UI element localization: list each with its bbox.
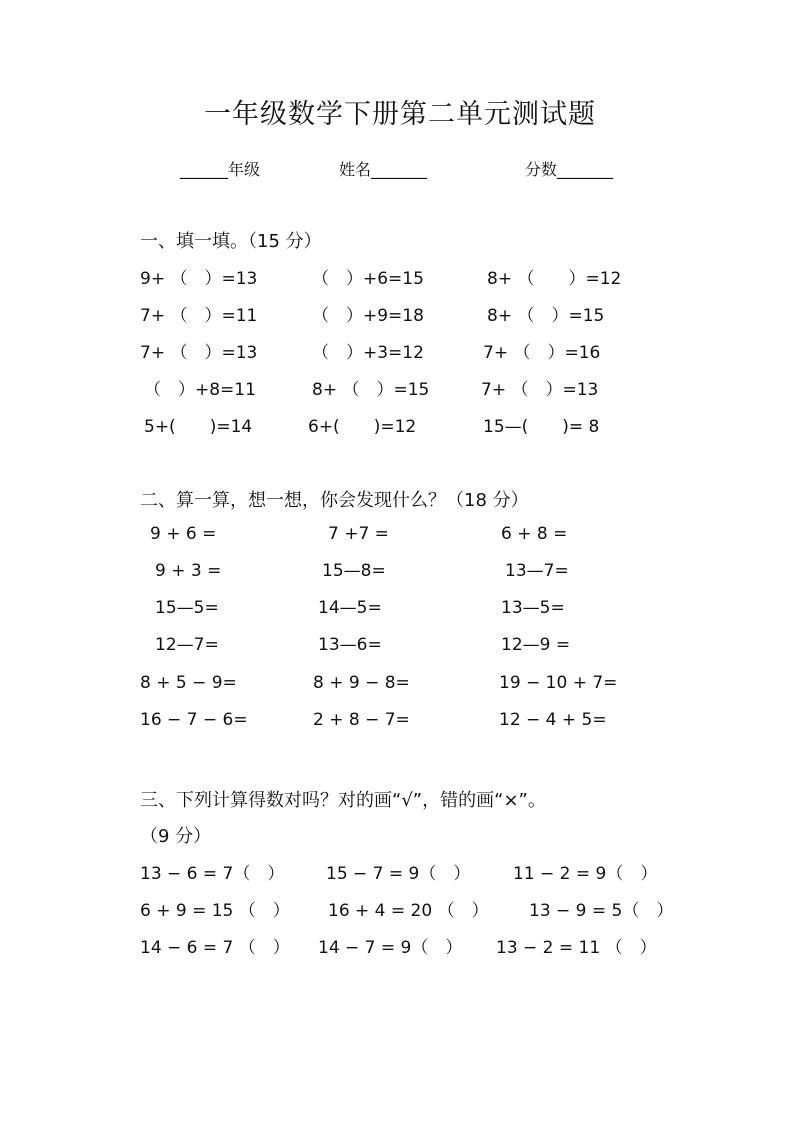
s2-item: 8 + 5 − 9= (140, 673, 237, 693)
s3-item: 14 − 6 = 7 （ ） (140, 938, 290, 958)
s1-item: 8+ （ ）=12 (487, 269, 622, 289)
s1-item: 5+( )=14 (144, 417, 253, 437)
s2-item: 13—6= (318, 635, 382, 655)
s3-item: 14 − 7 = 9（ ） (318, 938, 463, 958)
grade-field: ______年级 (180, 160, 261, 179)
section2-heading: 二、算一算，想一想，你会发现什么？（18 分） (140, 490, 529, 511)
section3-heading: 三、下列计算得数对吗？对的画“√”，错的画“×”。 (140, 790, 546, 811)
s1-item: 7+ （ ）=16 (483, 343, 601, 363)
s2-item: 19 − 10 + 7= (499, 673, 618, 693)
s3-item: 6 + 9 = 15 （ ） (140, 901, 290, 921)
s2-item: 13—5= (501, 598, 565, 618)
s2-item: 14—5= (318, 598, 382, 618)
s2-item: 6 + 8 = (501, 524, 568, 544)
s2-item: 12—9 = (501, 635, 571, 655)
s1-item: （ ）+6=15 (312, 269, 424, 289)
section1-heading: 一、填一填。（15 分） (140, 231, 322, 252)
s1-item: 9+ （ ）=13 (140, 269, 258, 289)
s1-item: 6+( )=12 (308, 417, 417, 437)
s2-item: 15—5= (155, 598, 219, 618)
s3-item: 15 − 7 = 9（ ） (326, 864, 471, 884)
page-title: 一年级数学下册第二单元测试题 (204, 99, 596, 130)
s1-item: 8+ （ ）=15 (487, 306, 605, 326)
s2-item: 8 + 9 − 8= (313, 673, 410, 693)
s1-item: （ ）+9=18 (312, 306, 424, 326)
s3-item: 13 − 6 = 7（ ） (140, 864, 285, 884)
s2-item: 12—7= (155, 635, 219, 655)
s1-item: 7+ （ ）=13 (140, 343, 258, 363)
s2-item: 9 + 6 = (150, 524, 217, 544)
name-field: 姓名_______ (339, 160, 428, 179)
s1-item: 7+ （ ）=11 (140, 306, 258, 326)
s3-item: 11 − 2 = 9（ ） (513, 864, 658, 884)
s2-item: 9 + 3 = (155, 561, 222, 581)
score-field: 分数_______ (525, 160, 614, 179)
s1-item: 15—( )= 8 (483, 417, 600, 437)
s3-item: 16 + 4 = 20 （ ） (328, 901, 489, 921)
s2-item: 12 − 4 + 5= (499, 710, 607, 730)
s1-item: 7+ （ ）=13 (481, 380, 599, 400)
section3-points: （9 分） (140, 826, 212, 847)
s3-item: 13 − 9 = 5（ ） (529, 901, 674, 921)
s1-item: 8+ （ ）=15 (312, 380, 430, 400)
s3-item: 13 − 2 = 11 （ ） (496, 938, 657, 958)
s2-item: 15—8= (322, 561, 386, 581)
s2-item: 7 +7 = (328, 524, 389, 544)
s2-item: 2 + 8 − 7= (313, 710, 410, 730)
s2-item: 16 − 7 − 6= (140, 710, 248, 730)
s1-item: （ ）+3=12 (312, 343, 424, 363)
s2-item: 13—7= (505, 561, 569, 581)
s1-item: （ ）+8=11 (144, 380, 256, 400)
